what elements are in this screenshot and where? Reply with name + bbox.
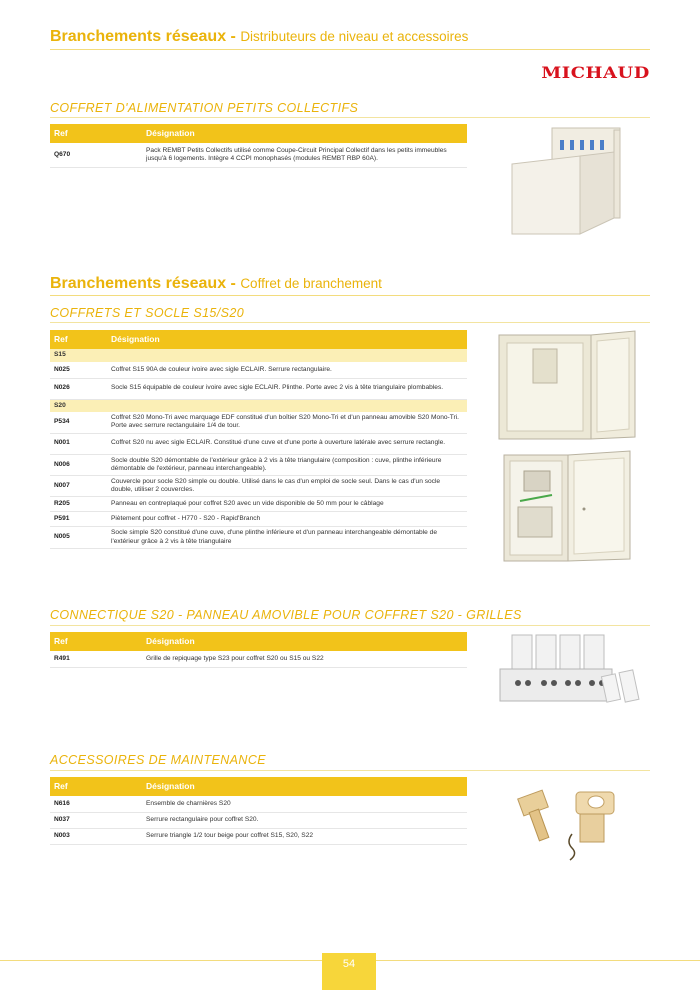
section2-header-bold: Branchements réseaux -: [50, 275, 236, 292]
page-header-title: [50, 28, 468, 46]
section2-header-title: [50, 275, 382, 293]
section-divider: [50, 625, 650, 626]
section2-header-light: Coffret de branchement: [240, 276, 382, 291]
table-row: [50, 812, 467, 828]
table-header-row: [50, 777, 467, 796]
col-header-designation: Désignation: [107, 330, 467, 349]
row-ref: N005: [50, 527, 107, 548]
section-divider: [50, 322, 650, 323]
row-designation: Coffret S15 90A de couleur ivoire avec sigle ECLAIR. Serrure rectangulaire.: [107, 362, 467, 378]
table-row: [50, 828, 467, 844]
row-ref: N007: [50, 475, 107, 496]
row-designation: Coffret S20 nu avec sigle ECLAIR. Constitué d'une cuve et d'une porte à ouverture latérale avec serrure rectangle.: [107, 433, 467, 454]
row-ref: N006: [50, 454, 107, 475]
table-row: [50, 475, 467, 496]
row-ref: N003: [50, 828, 142, 844]
table-row: [50, 512, 467, 527]
group-row-s20: [50, 399, 467, 412]
row-ref: N037: [50, 812, 142, 828]
section2-header-divider: [50, 295, 650, 296]
row-ref: Q670: [50, 143, 142, 167]
group-label: S20: [50, 399, 107, 412]
product-table-connectique: [50, 632, 467, 668]
col-header-designation: Désignation: [142, 632, 467, 651]
table-row: [50, 796, 467, 812]
table-row: [50, 651, 467, 667]
group-row-s15: [50, 349, 467, 362]
row-ref: N026: [50, 378, 107, 399]
table-row: [50, 412, 467, 433]
table-header-row: [50, 124, 467, 143]
row-designation: Socle double S20 démontable de l'extérieur grâce à 2 vis à tête triangulaire (composition : cuve, plinthe inférieure démontable de l'extérieur, panneau interchangeable).: [107, 454, 467, 475]
row-designation: Coffret S20 Mono-Tri avec marquage EDF constitué d'un boîtier S20 Mono-Tri et d'un panneau amovible S20 Mono-Tri. Porte avec serrure rectangulaire 1/4 de tour.: [107, 412, 467, 433]
row-designation: Grille de repiquage type S23 pour coffret S20 ou S15 ou S22: [142, 651, 467, 667]
row-designation: Socle S15 équipable de couleur ivoire avec sigle ECLAIR. Plinthe. Porte avec 2 vis à tête triangulaire plombables.: [107, 378, 467, 399]
grille-repiquage-image: [494, 631, 644, 711]
row-designation: Panneau en contreplaqué pour coffret S20 avec un vide disponible de 50 mm pour le câblage: [107, 497, 467, 512]
section-title-accessoires: ACCESSOIRES DE MAINTENANCE: [50, 753, 266, 767]
table-row: [50, 433, 467, 454]
col-header-ref: Ref: [50, 632, 142, 651]
row-ref: N616: [50, 796, 142, 812]
row-ref: R491: [50, 651, 142, 667]
table-row: [50, 143, 467, 167]
accessoires-image: [512, 774, 632, 864]
coffret-s15-image: [497, 329, 637, 445]
table-header-row: [50, 632, 467, 651]
section-title-coffret-alimentation: COFFRET D'ALIMENTATION PETITS COLLECTIFS: [50, 101, 359, 115]
coffret-s20-image: [502, 449, 634, 565]
col-header-ref: Ref: [50, 330, 107, 349]
col-header-ref: Ref: [50, 124, 142, 143]
header-main-light: Distributeurs de niveau et accessoires: [240, 29, 469, 44]
coffret-alimentation-image: [510, 126, 650, 238]
table-row: [50, 497, 467, 512]
table-header-row: [50, 330, 467, 349]
table-row: [50, 362, 467, 378]
row-ref: N025: [50, 362, 107, 378]
product-table-alimentation: [50, 124, 467, 168]
product-table-coffrets-socle: [50, 330, 467, 549]
row-ref: R205: [50, 497, 107, 512]
product-table-accessoires: [50, 777, 467, 845]
row-designation: Ensemble de charnières S20: [142, 796, 467, 812]
row-designation: Couvercle pour socle S20 simple ou double. Utilisé dans le cas d'un emploi de socle seul. Dans le cas d'un socle double, utiliser 2 couvercles.: [107, 475, 467, 496]
group-label: S15: [50, 349, 107, 362]
row-ref: P591: [50, 512, 107, 527]
table-row: [50, 454, 467, 475]
col-header-designation: Désignation: [142, 124, 467, 143]
section-divider: [50, 770, 650, 771]
row-ref: N001: [50, 433, 107, 454]
col-header-ref: Ref: [50, 777, 142, 796]
row-designation: Piètement pour coffret - H770 - S20 - Rapid'Branch: [107, 512, 467, 527]
header-divider: [50, 49, 650, 50]
row-ref: P534: [50, 412, 107, 433]
table-row: [50, 527, 467, 548]
section-divider: [50, 117, 650, 118]
header-main-bold: Branchements réseaux -: [50, 28, 236, 45]
row-designation: Serrure triangle 1/2 tour beige pour coffret S15, S20, S22: [142, 828, 467, 844]
col-header-designation: Désignation: [142, 777, 467, 796]
row-designation: Pack REMBT Petits Collectifs utilisé comme Coupe-Circuit Principal Collectif dans les petits immeubles jusqu'à 6 logements. Intègre 4 CCPI monophasés (modules REMBT RBP 60A).: [142, 143, 467, 167]
table-row: [50, 378, 467, 399]
section-title-coffrets-socle: COFFRETS ET SOCLE S15/S20: [50, 306, 245, 320]
brand-logo: MICHAUD: [541, 63, 650, 82]
row-designation: Serrure rectangulaire pour coffret S20.: [142, 812, 467, 828]
section-title-connectique: CONNECTIQUE S20 - PANNEAU AMOVIBLE POUR COFFRET S20 - GRILLES: [50, 608, 522, 622]
row-designation: Socle simple S20 constitué d'une cuve, d'une plinthe inférieure et d'un panneau interchangeable démontable de l'extérieur grâce à 2 vis à tête triangulaire: [107, 527, 467, 548]
page-number: 54: [342, 958, 356, 970]
